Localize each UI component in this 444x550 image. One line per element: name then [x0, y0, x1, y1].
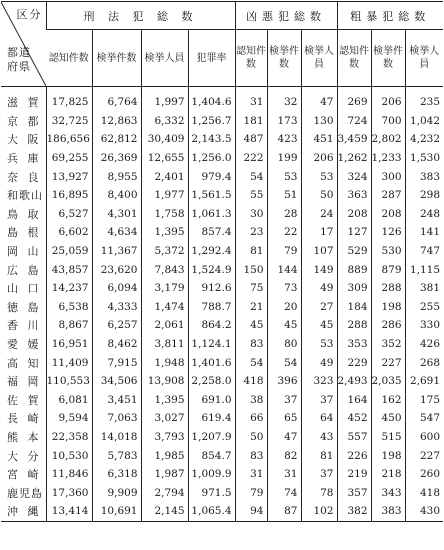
table-row	[1, 205, 443, 224]
table-cell: 31	[267, 465, 301, 484]
table-cell: 53	[267, 167, 301, 186]
table-cell: 2,258.0	[188, 372, 235, 391]
table-cell: 288	[337, 316, 371, 335]
col-header: 検挙件数	[92, 30, 141, 87]
table-row	[1, 483, 443, 502]
table-cell: 423	[267, 130, 301, 149]
table-cell: 330	[405, 316, 443, 335]
table-cell: 298	[405, 186, 443, 205]
table-cell: 1,948	[141, 353, 188, 372]
table-cell: 864.2	[188, 316, 235, 335]
group-header-total: 刑 法 犯 総 数	[46, 2, 235, 30]
table-cell: 8,462	[92, 335, 141, 354]
table-cell: 184	[337, 298, 371, 317]
table-cell: 3,811	[141, 335, 188, 354]
table-cell: 4,333	[92, 298, 141, 317]
table-cell: 9,594	[46, 409, 92, 428]
table-cell: 451	[301, 130, 337, 149]
table-cell: 55	[235, 186, 267, 205]
table-cell: 1,395	[141, 223, 188, 242]
table-cell: 1,061.3	[188, 205, 235, 224]
table-cell: 452	[337, 409, 371, 428]
table-cell: 75	[235, 279, 267, 298]
table-cell: 37	[301, 465, 337, 484]
table-cell: 1,065.4	[188, 502, 235, 521]
table-cell: 268	[405, 353, 443, 372]
corner-header	[1, 2, 46, 87]
table-cell: 357	[337, 483, 371, 502]
table-row	[1, 260, 443, 279]
table-cell: 73	[267, 279, 301, 298]
table-cell: 6,094	[92, 279, 141, 298]
table-cell: 3,451	[92, 391, 141, 410]
table-cell: 14,237	[46, 279, 92, 298]
prefecture-name: 滋賀	[7, 96, 40, 110]
table-cell: 53	[301, 335, 337, 354]
table-cell: 13,927	[46, 167, 92, 186]
table-row	[1, 465, 443, 484]
col-header: 認知件数	[235, 30, 267, 87]
table-cell: 51	[267, 186, 301, 205]
table-cell: 50	[301, 186, 337, 205]
table-cell: 248	[405, 205, 443, 224]
table-cell: 78	[301, 483, 337, 502]
table-cell: 186,656	[46, 130, 92, 149]
table-cell: 487	[235, 130, 267, 149]
table-row	[1, 223, 443, 242]
table-cell: 110,553	[46, 372, 92, 391]
table-cell: 27	[301, 298, 337, 317]
table-cell: 1,124.1	[188, 335, 235, 354]
table-cell: 382	[337, 502, 371, 521]
table-row	[1, 335, 443, 354]
table-cell: 54	[235, 167, 267, 186]
table-row	[1, 279, 443, 298]
table-cell: 54	[235, 353, 267, 372]
table-cell: 547	[405, 409, 443, 428]
table-cell: 22,358	[46, 428, 92, 447]
table-cell: 1,524.9	[188, 260, 235, 279]
table-cell: 199	[267, 149, 301, 168]
table-cell: 23	[235, 223, 267, 242]
table-cell: 2,035	[371, 372, 405, 391]
table-cell: 37	[267, 391, 301, 410]
table-cell: 64	[301, 409, 337, 428]
table-cell: 9,909	[92, 483, 141, 502]
prefecture-name: 長崎	[7, 412, 40, 426]
table-cell: 260	[405, 465, 443, 484]
table-cell: 1,009.9	[188, 465, 235, 484]
table-cell: 2,794	[141, 483, 188, 502]
prefecture-name: 鳥取	[7, 207, 40, 221]
table-cell: 879	[371, 260, 405, 279]
table-cell: 31	[235, 465, 267, 484]
table-cell: 181	[235, 112, 267, 131]
table-cell: 381	[405, 279, 443, 298]
table-cell: 691.0	[188, 391, 235, 410]
table-cell: 979.4	[188, 167, 235, 186]
table-cell: 130	[301, 112, 337, 131]
table-cell: 1,561.5	[188, 186, 235, 205]
table-row	[1, 446, 443, 465]
col-header: 認知件数	[337, 30, 371, 87]
table-cell: 31	[235, 87, 267, 112]
table-cell: 22	[267, 223, 301, 242]
table-cell: 530	[371, 242, 405, 261]
col-header: 検挙人員	[405, 30, 443, 87]
table-cell: 426	[405, 335, 443, 354]
prefecture-name: 香川	[7, 319, 40, 333]
table-cell: 126	[371, 223, 405, 242]
table-cell: 141	[405, 223, 443, 242]
table-cell: 788.7	[188, 298, 235, 317]
table-cell: 6,527	[46, 205, 92, 224]
table-row	[1, 186, 443, 205]
table-cell: 144	[267, 260, 301, 279]
table-cell: 6,332	[141, 112, 188, 131]
table-cell: 383	[405, 167, 443, 186]
table-cell: 724	[337, 112, 371, 131]
table-cell: 324	[337, 167, 371, 186]
table-cell: 127	[337, 223, 371, 242]
table-cell: 1,997	[141, 87, 188, 112]
table-cell: 5,372	[141, 242, 188, 261]
table-cell: 25,059	[46, 242, 92, 261]
table-cell: 8,400	[92, 186, 141, 205]
table-cell: 300	[371, 167, 405, 186]
table-cell: 16,951	[46, 335, 92, 354]
table-cell: 450	[371, 409, 405, 428]
crime-statistics-table	[1, 1, 443, 522]
table-cell: 45	[301, 316, 337, 335]
table-cell: 13,414	[46, 502, 92, 521]
table-cell: 353	[337, 335, 371, 354]
prefecture-name: 宮崎	[7, 468, 40, 482]
table-cell: 107	[301, 242, 337, 261]
group-header-violent: 凶悪犯総数	[235, 2, 337, 30]
table-cell: 2,802	[371, 130, 405, 149]
table-cell: 32	[267, 87, 301, 112]
table-cell: 515	[371, 428, 405, 447]
table-cell: 10,691	[92, 502, 141, 521]
table-cell: 2,493	[337, 372, 371, 391]
table-cell: 219	[337, 465, 371, 484]
table-cell: 2,401	[141, 167, 188, 186]
table-cell: 53	[301, 167, 337, 186]
table-cell: 5,783	[92, 446, 141, 465]
prefecture-name: 岡山	[7, 245, 40, 259]
table-row	[1, 112, 443, 131]
table-cell: 30	[235, 205, 267, 224]
table-cell: 287	[371, 186, 405, 205]
prefecture-name: 鹿児島	[7, 486, 43, 500]
table-cell: 21	[235, 298, 267, 317]
table-cell: 37	[301, 391, 337, 410]
col-header: 検挙人員	[301, 30, 337, 87]
table-row	[1, 428, 443, 447]
table-cell: 343	[371, 483, 405, 502]
table-cell: 2,143.5	[188, 130, 235, 149]
table-cell: 1,207.9	[188, 428, 235, 447]
prefecture-name: 京都	[7, 114, 40, 128]
table-cell: 6,538	[46, 298, 92, 317]
table-cell: 971.5	[188, 483, 235, 502]
table-cell: 227	[405, 446, 443, 465]
table-cell: 198	[371, 298, 405, 317]
table-cell: 619.4	[188, 409, 235, 428]
table-cell: 1,404.6	[188, 87, 235, 112]
table-cell: 1,530	[405, 149, 443, 168]
corner-top-label: 区分	[16, 8, 43, 21]
table-cell: 162	[371, 391, 405, 410]
table-cell: 1,987	[141, 465, 188, 484]
table-cell: 1,395	[141, 391, 188, 410]
table-cell: 43	[301, 428, 337, 447]
table-cell: 418	[405, 483, 443, 502]
table-cell: 2,145	[141, 502, 188, 521]
table-cell: 557	[337, 428, 371, 447]
col-header: 認知件数	[46, 30, 92, 87]
table-row	[1, 167, 443, 186]
table-cell: 23,620	[92, 260, 141, 279]
col-header: 検挙人員	[141, 30, 188, 87]
prefecture-name: 山口	[7, 282, 40, 296]
table-cell: 1,758	[141, 205, 188, 224]
table-cell: 323	[301, 372, 337, 391]
table-cell: 854.7	[188, 446, 235, 465]
table-cell: 81	[235, 242, 267, 261]
prefecture-name: 徳島	[7, 300, 40, 314]
table-cell: 3,459	[337, 130, 371, 149]
table-cell: 6,318	[92, 465, 141, 484]
table-cell: 1,985	[141, 446, 188, 465]
table-cell: 235	[405, 87, 443, 112]
table-cell: 8,867	[46, 316, 92, 335]
table-cell: 1,233	[371, 149, 405, 168]
table-cell: 49	[301, 279, 337, 298]
table-cell: 47	[267, 428, 301, 447]
table-cell: 3,179	[141, 279, 188, 298]
table-cell: 87	[267, 502, 301, 521]
table-cell: 149	[301, 260, 337, 279]
table-cell: 6,602	[46, 223, 92, 242]
table-cell: 1,977	[141, 186, 188, 205]
table-cell: 175	[405, 391, 443, 410]
table-cell: 54	[267, 353, 301, 372]
table-cell: 363	[337, 186, 371, 205]
table-cell: 17,360	[46, 483, 92, 502]
prefecture-name: 和歌山	[7, 189, 43, 203]
prefecture-name: 大阪	[7, 133, 40, 147]
table-cell: 430	[405, 502, 443, 521]
table-cell: 1,115	[405, 260, 443, 279]
table-cell: 198	[371, 446, 405, 465]
col-header: 検挙件数	[371, 30, 405, 87]
table-cell: 6,081	[46, 391, 92, 410]
table-cell: 4,301	[92, 205, 141, 224]
prefecture-name: 愛媛	[7, 338, 40, 352]
table-cell: 2,061	[141, 316, 188, 335]
table-row	[1, 372, 443, 391]
table-cell: 79	[267, 242, 301, 261]
table-cell: 20	[267, 298, 301, 317]
table-cell: 79	[235, 483, 267, 502]
col-header: 犯罪率	[188, 30, 235, 87]
table-cell: 81	[301, 446, 337, 465]
table-cell: 255	[405, 298, 443, 317]
table-cell: 4,634	[92, 223, 141, 242]
table-cell: 1,042	[405, 112, 443, 131]
table-cell: 94	[235, 502, 267, 521]
table-cell: 80	[267, 335, 301, 354]
table-cell: 1,292.4	[188, 242, 235, 261]
table-cell: 208	[337, 205, 371, 224]
table-cell: 309	[337, 279, 371, 298]
table-row	[1, 502, 443, 521]
table-cell: 50	[235, 428, 267, 447]
table-cell: 206	[301, 149, 337, 168]
table-cell: 747	[405, 242, 443, 261]
table-cell: 83	[235, 446, 267, 465]
prefecture-name: 高知	[7, 356, 40, 370]
table-cell: 17,825	[46, 87, 92, 112]
table-cell: 10,530	[46, 446, 92, 465]
table-cell: 14,018	[92, 428, 141, 447]
table-cell: 3,793	[141, 428, 188, 447]
table-cell: 7,063	[92, 409, 141, 428]
table-row	[1, 316, 443, 335]
table-cell: 11,367	[92, 242, 141, 261]
table-cell: 69,255	[46, 149, 92, 168]
table-row	[1, 409, 443, 428]
table-cell: 102	[301, 502, 337, 521]
table-cell: 150	[235, 260, 267, 279]
table-cell: 857.4	[188, 223, 235, 242]
table-cell: 24	[301, 205, 337, 224]
prefecture-name: 大分	[7, 449, 40, 463]
table-cell: 4,232	[405, 130, 443, 149]
table-cell: 8,955	[92, 167, 141, 186]
table-cell: 396	[267, 372, 301, 391]
group-header-rough: 粗暴犯総数	[337, 2, 443, 30]
table-cell: 218	[371, 465, 405, 484]
table-cell: 269	[337, 87, 371, 112]
table-row	[1, 242, 443, 261]
table-cell: 1,256.0	[188, 149, 235, 168]
table-cell: 6,764	[92, 87, 141, 112]
table-cell: 26,369	[92, 149, 141, 168]
table-cell: 7,915	[92, 353, 141, 372]
table-cell: 38	[235, 391, 267, 410]
table-cell: 227	[371, 353, 405, 372]
prefecture-name: 福岡	[7, 375, 40, 389]
table-cell: 173	[267, 112, 301, 131]
table-cell: 7,843	[141, 260, 188, 279]
table-cell: 529	[337, 242, 371, 261]
prefecture-name: 兵庫	[7, 152, 40, 166]
table-cell: 12,863	[92, 112, 141, 131]
prefecture-name: 沖縄	[7, 505, 40, 519]
prefecture-name: 広島	[7, 263, 40, 277]
table-cell: 82	[267, 446, 301, 465]
table-cell: 700	[371, 112, 405, 131]
prefecture-name: 島根	[7, 226, 40, 240]
table-cell: 912.6	[188, 279, 235, 298]
table-cell: 164	[337, 391, 371, 410]
table-cell: 43,857	[46, 260, 92, 279]
table-cell: 208	[371, 205, 405, 224]
table-cell: 16,895	[46, 186, 92, 205]
table-cell: 13,908	[141, 372, 188, 391]
table-cell: 889	[337, 260, 371, 279]
table-cell: 418	[235, 372, 267, 391]
table-row	[1, 149, 443, 168]
table-cell: 34,506	[92, 372, 141, 391]
table-cell: 45	[267, 316, 301, 335]
table-cell: 1,474	[141, 298, 188, 317]
prefecture-name: 熊本	[7, 430, 40, 444]
table-cell: 226	[337, 446, 371, 465]
table-cell: 1,256.7	[188, 112, 235, 131]
table-cell: 12,655	[141, 149, 188, 168]
table-row	[1, 298, 443, 317]
table-cell: 206	[371, 87, 405, 112]
table-cell: 600	[405, 428, 443, 447]
table-cell: 11,409	[46, 353, 92, 372]
table-row	[1, 391, 443, 410]
table-cell: 229	[337, 353, 371, 372]
table-cell: 352	[371, 335, 405, 354]
col-header: 検挙件数	[267, 30, 301, 87]
table-cell: 11,846	[46, 465, 92, 484]
table-row	[1, 87, 443, 112]
table-cell: 28	[267, 205, 301, 224]
table-cell: 83	[235, 335, 267, 354]
table-cell: 74	[267, 483, 301, 502]
table-cell: 32,725	[46, 112, 92, 131]
table-cell: 49	[301, 353, 337, 372]
table-cell: 383	[371, 502, 405, 521]
prefecture-name: 奈良	[7, 170, 40, 184]
table-cell: 3,027	[141, 409, 188, 428]
table-row	[1, 130, 443, 149]
table-cell: 30,409	[141, 130, 188, 149]
table-cell: 222	[235, 149, 267, 168]
table-cell: 1,401.6	[188, 353, 235, 372]
table-cell: 66	[235, 409, 267, 428]
table-cell: 6,257	[92, 316, 141, 335]
table-cell: 47	[301, 87, 337, 112]
table-cell: 288	[371, 279, 405, 298]
table-cell: 62,812	[92, 130, 141, 149]
table-cell: 17	[301, 223, 337, 242]
prefecture-name: 佐賀	[7, 393, 40, 407]
table-row	[1, 353, 443, 372]
table-cell: 65	[267, 409, 301, 428]
table-cell: 1,262	[337, 149, 371, 168]
table-cell: 286	[371, 316, 405, 335]
table-cell: 45	[235, 316, 267, 335]
corner-bottom-label: 都道府県	[7, 46, 31, 73]
table-cell: 2,691	[405, 372, 443, 391]
table-body	[1, 87, 443, 522]
